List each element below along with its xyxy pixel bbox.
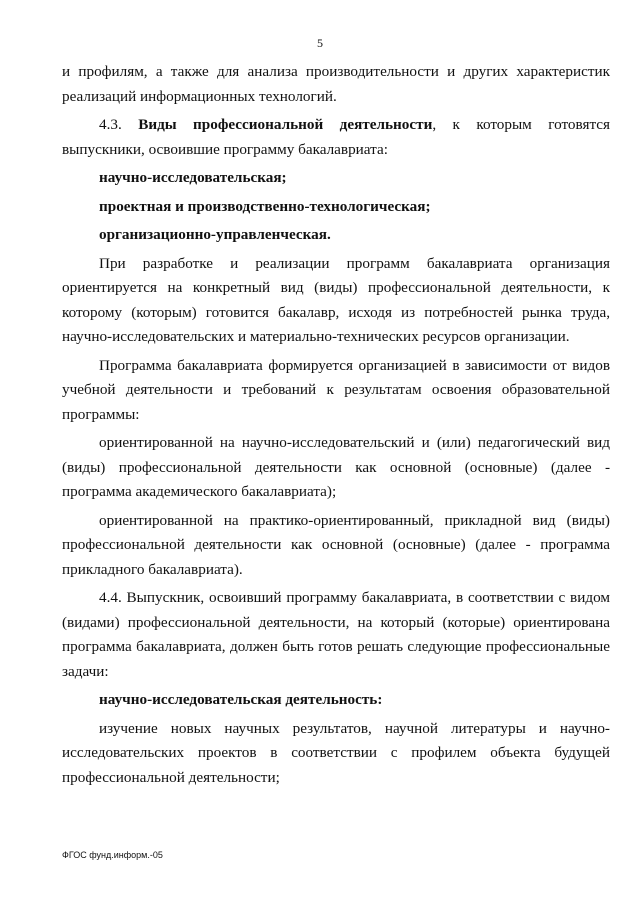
paragraph-program-formation: Программа бакалавриата формируется организацией в зависимости от видов учебной деятельности и требований к результатам освоения образовательной программы: bbox=[62, 356, 610, 423]
list-item-management: организационно-управленческая. bbox=[99, 226, 331, 243]
paragraph-4-3 bbox=[62, 113, 610, 162]
list-item-research: научно-исследовательская; bbox=[99, 169, 287, 186]
paragraph-applied-bachelor: ориентированной на практико-ориентированный, прикладной вид (виды) профессиональной деятельности как основной (основные) (далее - программа прикладного бакалавриата). bbox=[62, 511, 610, 578]
subheading-research-activity: научно-исследовательская деятельность: bbox=[99, 691, 383, 708]
paragraph-research-task: изучение новых научных результатов, научной литературы и научно-исследовательских проектов в соответствии с профилем объекта будущей профессиональной деятельности; bbox=[62, 719, 610, 786]
paragraph-development: При разработке и реализации программ бакалавриата организация ориентируется на конкретный вид (виды) профессиональной деятельности, к которому (которым) готовится бакалавр, исходя из потребностей рынка труда, научно-исследовательских и материально-технических ресурсов организации. bbox=[62, 254, 610, 345]
document-body bbox=[62, 60, 610, 794]
section-number: 4.3. bbox=[99, 116, 139, 133]
section-text: , к которым готовятся выпускники, освоившие программу бакалавриата: bbox=[62, 116, 610, 158]
footer-note: ФГОС фунд.информ.-05 bbox=[62, 850, 163, 860]
paragraph-academic-bachelor: ориентированной на научно-исследовательский и (или) педагогический вид (виды) профессиональной деятельности как основной (основные) (далее - программа академического бакалавриата); bbox=[62, 434, 610, 500]
paragraph-continuation: и профилям, а также для анализа производительности и других характеристик реализаций информационных технологий. bbox=[62, 63, 610, 105]
page-number: 5 bbox=[317, 36, 323, 50]
paragraph-4-4: 4.4. Выпускник, освоивший программу бакалавриата, в соответствии с видом (видами) профессиональной деятельности, на который (которые) ориентирована программа бакалавриата, должен быть готов решать следующие профессиональные задачи: bbox=[62, 589, 610, 680]
section-title-bold: Виды профессиональной деятельности bbox=[138, 116, 433, 133]
list-item-project: проектная и производственно-технологическая; bbox=[99, 197, 431, 215]
